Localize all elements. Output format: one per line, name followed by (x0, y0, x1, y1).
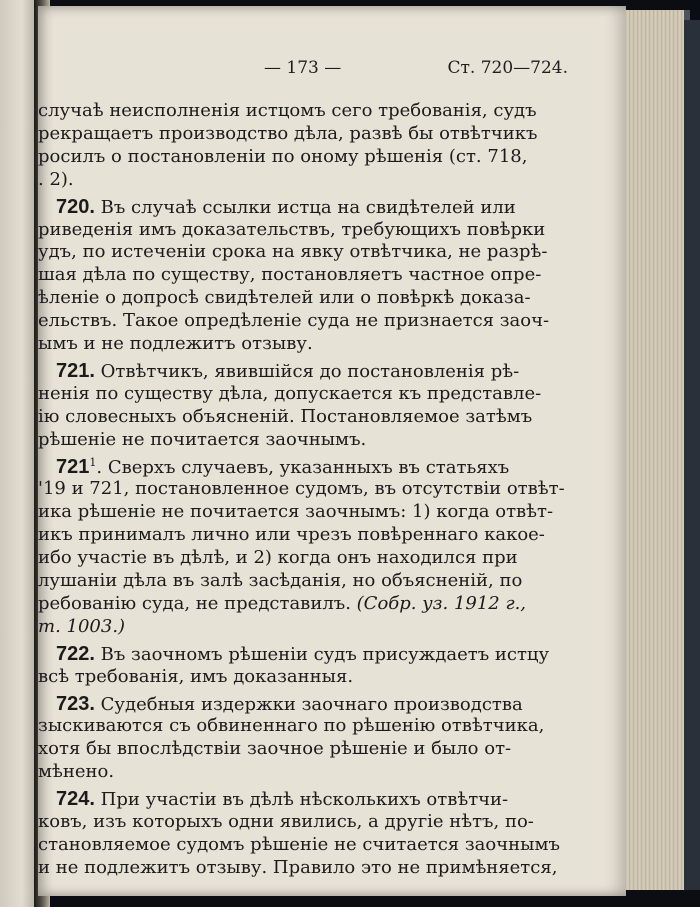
article-line (38, 456, 588, 478)
line-text: хотя бы впослѣдствіи заочное рѣшеніе и было от- (38, 738, 512, 760)
running-head (238, 58, 568, 78)
text-line (38, 123, 570, 145)
line-text: становляемое судомъ рѣшеніе не считается заочнымъ (38, 833, 560, 855)
article-number: 722. (56, 642, 95, 665)
text-line (38, 501, 570, 523)
line-text: удъ, по истеченіи срока на явку отвѣтчика, не разрѣ- (38, 241, 548, 263)
line-text: При участіи въ дѣлѣ нѣсколькихъ отвѣтчи- (94, 789, 509, 811)
text-line (38, 383, 570, 405)
line-text: ію словесныхъ объясненій. Постановляемое затѣмъ (38, 405, 533, 427)
line-text: ковъ, изъ которыхъ одни явились, а другіе нѣтъ, по- (38, 811, 534, 832)
book-page (38, 6, 626, 896)
article-line (38, 196, 588, 218)
text-line (38, 310, 570, 332)
line-text: ика рѣшеніе не почитается заочнымъ: 1) когда отвѣт- (38, 501, 554, 523)
line-text: ребованію суда, не представилъ. (38, 592, 357, 614)
line-text: . Сверхъ случаевъ, указанныхъ въ статьяхъ (96, 456, 510, 478)
article-line (38, 693, 588, 715)
text-line (38, 547, 570, 569)
line-text: Отвѣтчикъ, явившійся до постановленія рѣ- (94, 360, 520, 382)
line-text: мѣнено. (38, 761, 115, 783)
line-text: шая дѣла по существу, постановляетъ частное опре- (38, 264, 542, 286)
citation-text: (Собр. уз. 1912 г., (356, 592, 527, 614)
text-line (38, 219, 570, 241)
text-line (38, 666, 570, 688)
text-line (38, 524, 570, 546)
text-line (38, 570, 570, 592)
text-line (38, 761, 570, 783)
text-line (38, 146, 570, 168)
line-text: ибо участіе въ дѣлѣ, и 2) когда онъ находился при (38, 547, 518, 569)
text-line (38, 264, 570, 286)
text-line (38, 857, 570, 879)
article-range: Ст. 720—724. (447, 58, 568, 78)
article-number: 724. (56, 788, 95, 811)
text-line (38, 429, 570, 451)
text-line (38, 241, 570, 263)
line-text: риведенія имъ доказательствъ, требующихъ повѣрки (38, 218, 546, 240)
text-line (38, 100, 570, 122)
book-cover (684, 20, 700, 890)
line-text: всѣ требованія, имъ доказанныя. (38, 665, 354, 687)
line-text: ѣленіе о допросѣ свидѣтелей или о повѣркѣ доказа- (38, 287, 531, 309)
line-text: ненія по существу дѣла, допускается къ представле- (38, 382, 542, 404)
page-number: — 173 — (264, 58, 342, 78)
article-number: 721. (56, 359, 95, 382)
facing-page-edge (0, 0, 36, 907)
line-text: икъ принималъ лично или чрезъ повѣреннаго какое- (38, 524, 545, 546)
text-line (38, 478, 570, 500)
text-line (38, 616, 570, 638)
citation-text: т. 1003.) (38, 615, 126, 637)
line-text: росилъ о постановленіи по оному рѣшенія (ст. 718, (38, 145, 528, 167)
article-line (38, 360, 588, 382)
text-line (38, 834, 570, 856)
text-line (38, 333, 570, 355)
article-number: 721 (56, 455, 90, 478)
text-line (38, 406, 570, 428)
line-text: Въ случаѣ ссылки истца на свидѣтелей или (94, 196, 516, 218)
text-line (38, 287, 570, 309)
page-block-edge (622, 10, 690, 890)
line-text: . 2). (38, 168, 74, 190)
article-number: 723. (56, 692, 95, 715)
line-text: и не подлежитъ отзыву. Правило это не примѣняется, (38, 856, 558, 878)
line-text: '19 и 721, постановленное судомъ, въ отсутствіи отвѣт- (38, 478, 565, 500)
text-line (38, 593, 570, 615)
article-superscript: 1 (89, 455, 97, 469)
article-number: 720. (56, 195, 95, 218)
text-line (38, 169, 570, 191)
text-line (38, 811, 570, 833)
line-text: Въ заочномъ рѣшеніи судъ присуждаетъ истцу (94, 643, 550, 665)
line-text: случаѣ неисполненія истцомъ сего требованія, судъ (38, 100, 537, 121)
text-line (38, 738, 570, 760)
article-line (38, 788, 588, 810)
line-text: Судебныя издержки заочнаго производства (94, 693, 523, 715)
line-text: ымъ и не подлежитъ отзыву. (38, 333, 313, 354)
line-text: рѣшеніе не почитается заочнымъ. (38, 428, 367, 450)
line-text: ельствъ. Такое опредѣленіе суда не признается заоч- (38, 310, 550, 332)
text-line (38, 715, 570, 737)
line-text: рекращаетъ производство дѣла, развѣ бы отвѣтчикъ (38, 122, 538, 144)
line-text: лушаніи дѣла въ залѣ засѣданія, но объясненій, по (38, 570, 523, 591)
article-line (38, 643, 588, 665)
line-text: зыскиваются съ обвиненнаго по рѣшенію отвѣтчика, (38, 715, 545, 737)
